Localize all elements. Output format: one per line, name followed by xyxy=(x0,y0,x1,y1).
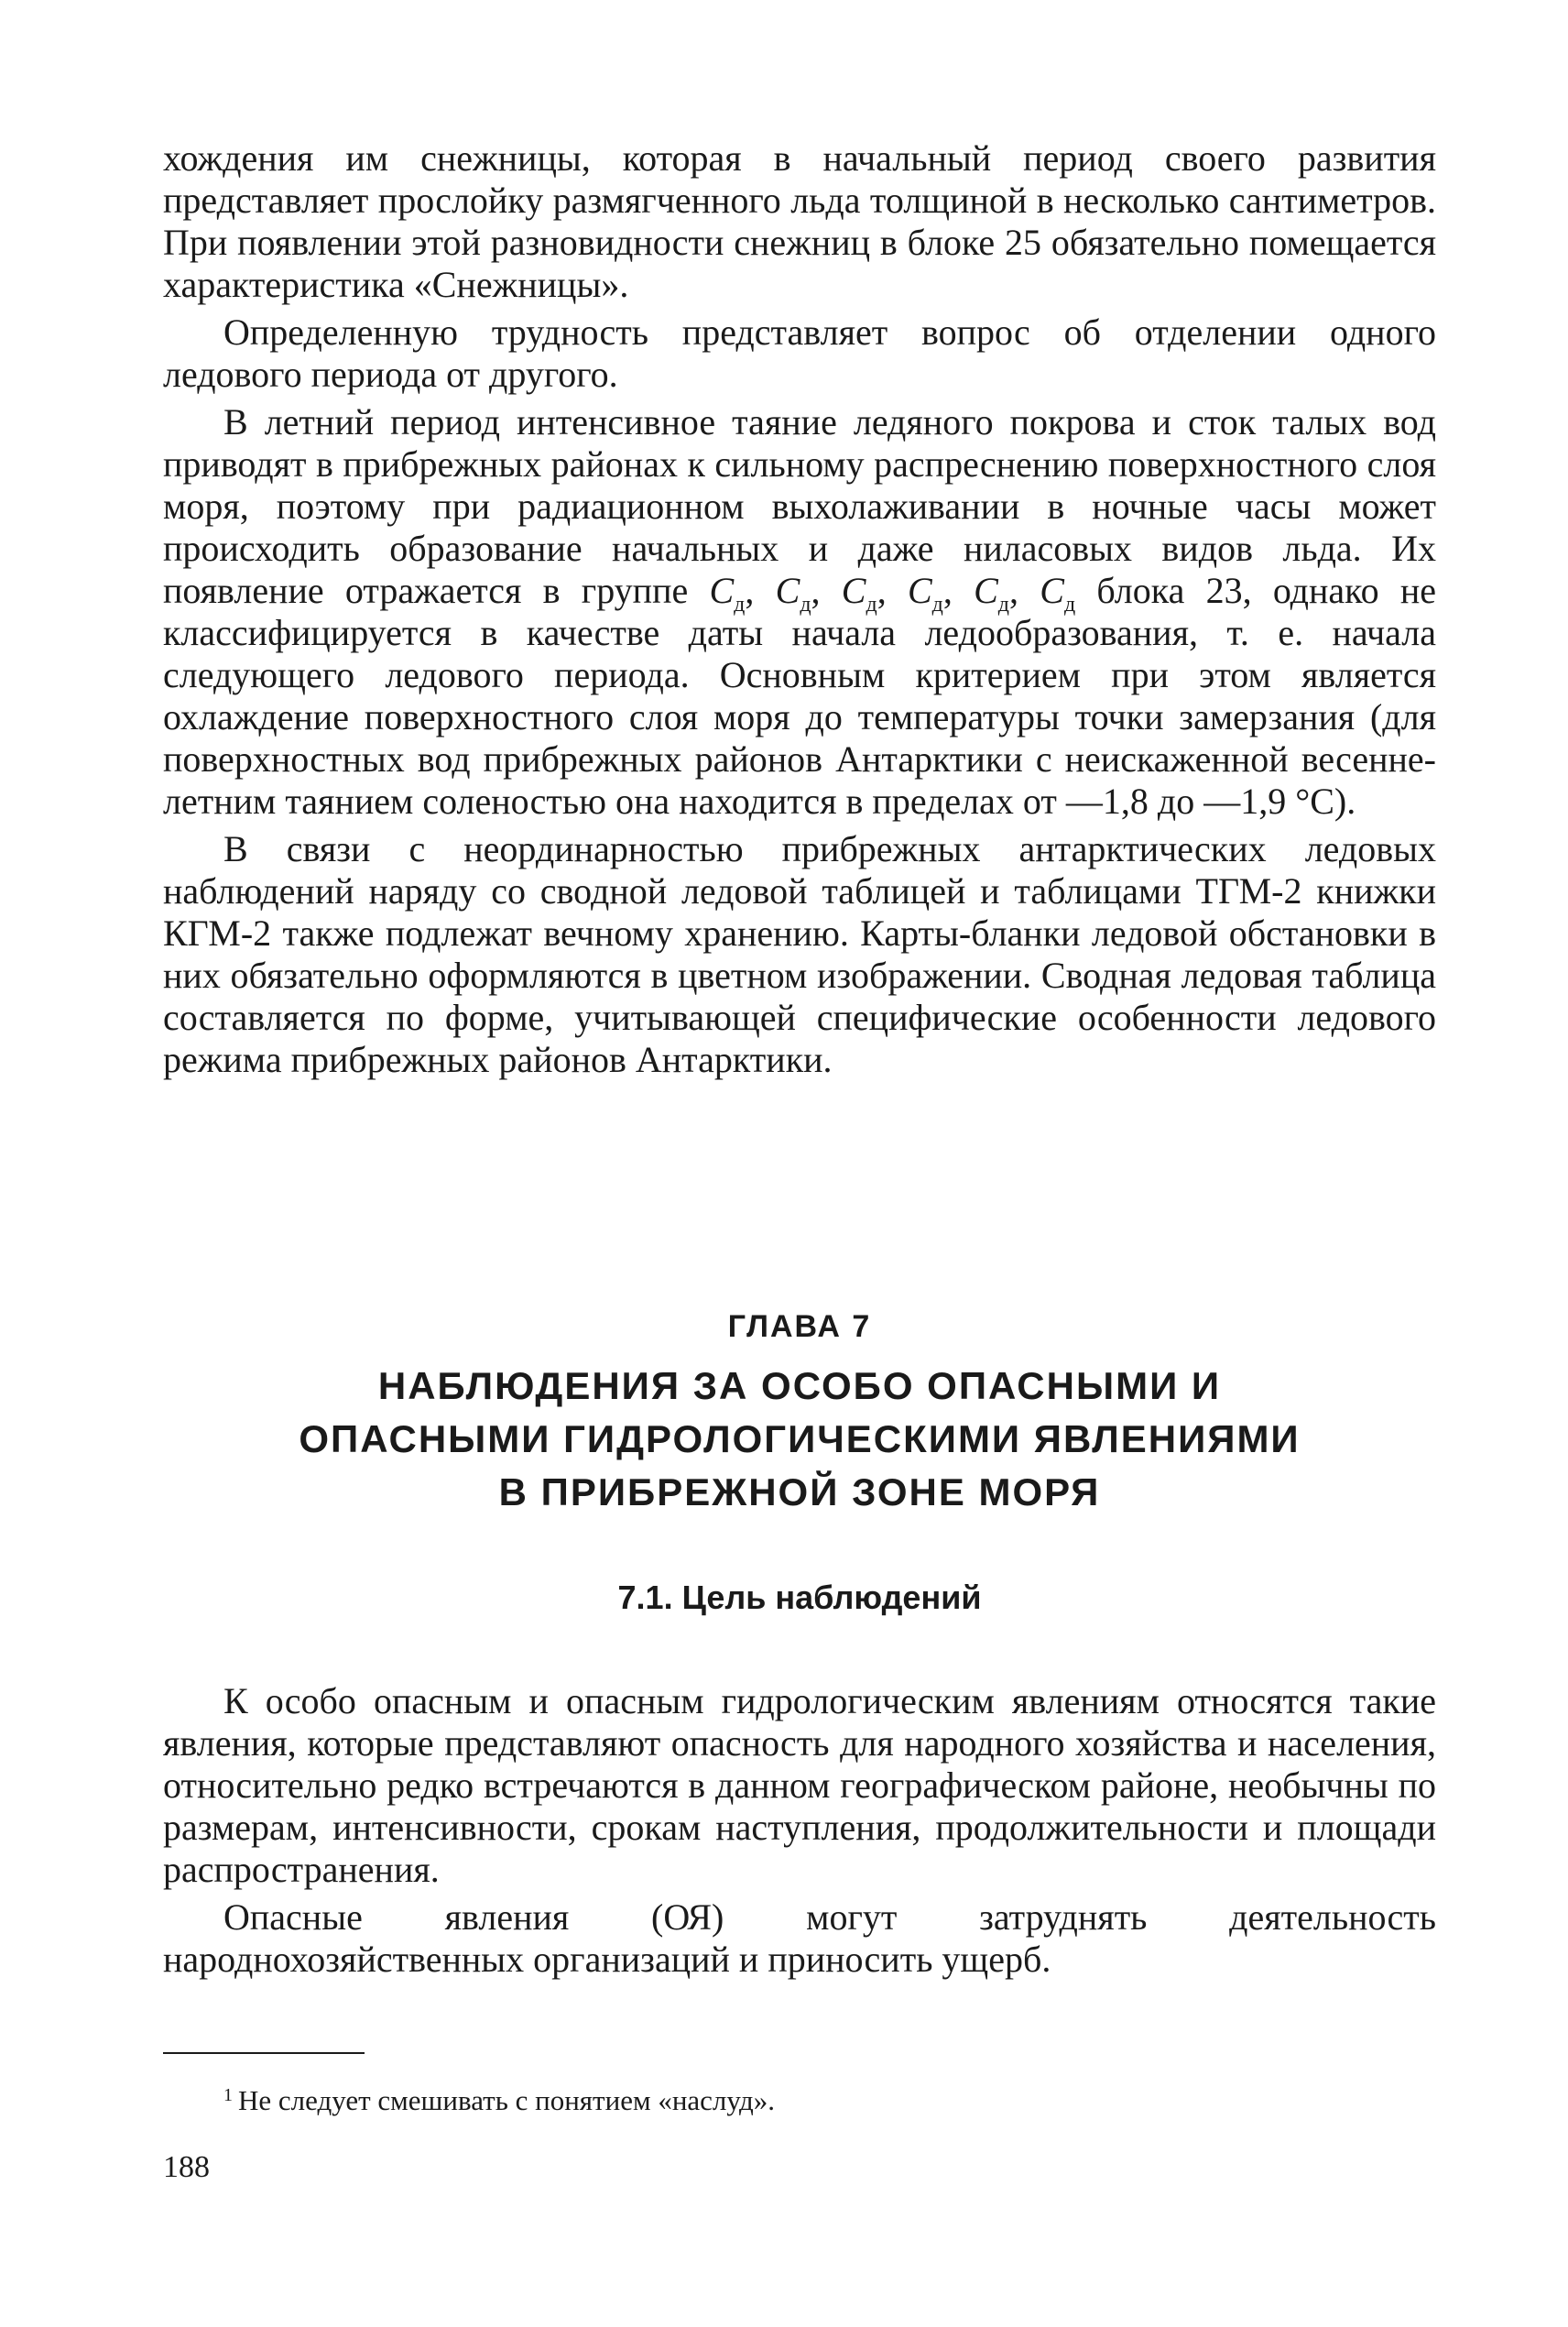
chapter-title-line-3: В ПРИБРЕЖНОЙ ЗОНЕ МОРЯ xyxy=(498,1470,1101,1513)
chapter-title xyxy=(163,1360,1436,1519)
symbol-c: C xyxy=(907,570,932,611)
symbol-c: C xyxy=(974,570,998,611)
paragraph-3-text-a: В летний период интенсивное таяние ледяного покрова и сток талых вод приводят в прибрежных районах к сильному распреснению поверхностного слоя моря, поэтому при радиационном выхолаживании в ночные часы может происходить образование начальных и даже ниласовых видов льда. Их появление отражается в группе xyxy=(163,401,1436,611)
paragraph-3 xyxy=(163,401,1436,823)
paragraph-2: Определенную трудность представляет вопрос об отделении одного ледового периода от другого. xyxy=(163,311,1436,395)
symbol-sub: д xyxy=(997,593,1010,617)
symbol-sub: д xyxy=(931,593,943,617)
symbol-sub: д xyxy=(734,593,746,617)
symbol-group: $C_д$, $C_д$, $C_д$, $C_д$, $C_д$, $C_д$ xyxy=(709,570,1076,617)
paragraph-4: В связи с неординарностью прибрежных антарктических ледовых наблюдений наряду со сводной ледовой таблицей и таблицами ТГМ-2 книжки КГМ-2 также подлежат вечному хранению. Карты-бланки ледовой обстановки в них обязательно оформляются в цветном изображении. Сводная ледовая таблица составляется по форме, учитывающей специфические особенности ледового режима прибрежных районов Антарктики. xyxy=(163,828,1436,1080)
chapter-title-line-1: НАБЛЮДЕНИЯ ЗА ОСОБО ОПАСНЫМИ И xyxy=(377,1364,1222,1407)
section-paragraph-2: Опасные явления (ОЯ) могут затруднять деятельность народнохозяйственных организаций и приносить ущерб. xyxy=(163,1896,1436,1980)
footnote-text: Не следует смешивать с понятием «наслуд». xyxy=(238,2084,775,2116)
symbol-c: C xyxy=(841,570,866,611)
paragraph-1: хождения им снежницы, которая в начальный период своего развития представляет прослойку размягченного льда толщиной в несколько сантиметров. При появлении этой разновидности снежниц в блоке 25 обязательно помещается характеристика «Снежницы». xyxy=(163,137,1436,305)
page xyxy=(163,137,1436,2186)
paragraph-3-text-b: блока 23, однако не классифицируется в качестве даты начала ледообразования, т. е. начала следующего ледового периода. Основным критерием при этом является охлаждение поверхностного слоя моря до температуры точки замерзания (для поверхностных вод прибрежных районов Антарктики с неискаженной весенне-летним таянием соленостью она находится в пределах от —1,8 до —1,9 °C). xyxy=(163,570,1436,822)
section-body xyxy=(163,1680,1436,1981)
body-text xyxy=(163,137,1436,1081)
footnote-marker: 1 xyxy=(223,2085,233,2105)
symbol-c: C xyxy=(709,570,735,611)
symbol-sub: д xyxy=(866,593,877,617)
symbol-sub: д xyxy=(1063,593,1076,617)
section-paragraph-1: К особо опасным и опасным гидрологическим явлениям относятся такие явления, которые представляют опасность для народного хозяйства и населения, относительно редко встречаются в данном географическом районе, необычны по размерам, интенсивности, срокам наступления, продолжительности и площади распространения. xyxy=(163,1680,1436,1890)
chapter-title-line-2: ОПАСНЫМИ ГИДРОЛОГИЧЕСКИМИ ЯВЛЕНИЯМИ xyxy=(299,1417,1301,1460)
chapter-heading xyxy=(163,1306,1436,1519)
symbol-sub: д xyxy=(800,593,811,617)
symbol-c: C xyxy=(775,570,800,611)
chapter-label: ГЛАВА 7 xyxy=(727,1309,872,1344)
page-number: 188 xyxy=(163,2150,210,2184)
symbol-c: C xyxy=(1040,570,1064,611)
footnote-divider xyxy=(163,2052,365,2054)
footnote xyxy=(163,2078,1436,2118)
section-title: 7.1. Цель наблюдений xyxy=(617,1579,982,1616)
